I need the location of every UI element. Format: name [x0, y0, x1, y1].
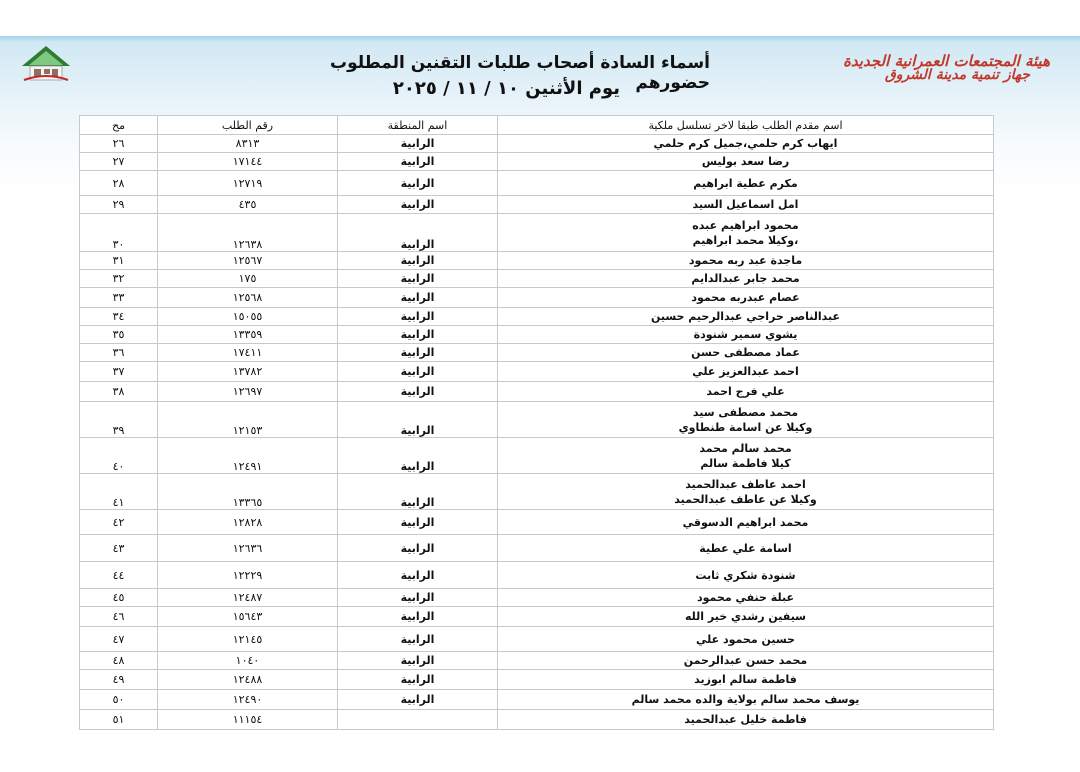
row-applicant-name [498, 362, 994, 382]
table-row [80, 308, 994, 326]
row-area: الرابية [338, 153, 498, 171]
table-row [80, 326, 994, 344]
applicant-name-line: ،وكيلا محمد ابراهيم [692, 233, 799, 247]
row-area: الرابية [338, 474, 498, 510]
row-num: ٣٠ [80, 214, 158, 252]
table-row [80, 670, 994, 690]
row-applicant-name [498, 344, 994, 362]
row-num: ٤٠ [80, 438, 158, 474]
row-area: الرابية [338, 308, 498, 326]
row-applicant-name [498, 589, 994, 607]
row-area: الرابية [338, 135, 498, 153]
table-row [80, 135, 994, 153]
row-num: ٣٢ [80, 270, 158, 288]
page-date: يوم الأثنين ١٠ / ١١ / ٢٠٢٥ [392, 78, 620, 99]
row-applicant-name [498, 270, 994, 288]
row-request-number: ١٧٤١١ [158, 344, 338, 362]
row-num: ٣٨ [80, 382, 158, 402]
row-applicant-name [498, 252, 994, 270]
table-row [80, 652, 994, 670]
applicant-name-line: محمد سالم محمد [699, 441, 792, 455]
row-applicant-name [498, 402, 994, 438]
table-row [80, 607, 994, 627]
table-row [80, 362, 994, 382]
row-num: ٤٨ [80, 652, 158, 670]
row-num: ٤٩ [80, 670, 158, 690]
table-row [80, 288, 994, 308]
row-request-number: ١٢١٤٥ [158, 627, 338, 652]
row-applicant-name [498, 510, 994, 535]
row-request-number: ١٧٥ [158, 270, 338, 288]
row-area: الرابية [338, 270, 498, 288]
row-area: الرابية [338, 690, 498, 710]
header-num: مح [80, 116, 158, 135]
header-request: رقم الطلب [158, 116, 338, 135]
row-area: الرابية [338, 382, 498, 402]
row-applicant-name [498, 652, 994, 670]
applicant-name-line: فاطمة سالم ابوزيد [694, 673, 797, 686]
row-request-number: ٤٣٥ [158, 196, 338, 214]
row-num: ٤٣ [80, 535, 158, 562]
table-row [80, 690, 994, 710]
row-num: ٣٩ [80, 402, 158, 438]
row-area: الرابية [338, 562, 498, 589]
row-request-number: ٨٣١٣ [158, 135, 338, 153]
table-row [80, 627, 994, 652]
slide-top-edge [0, 36, 1080, 42]
applicant-name-line: يشوي سمير شنودة [693, 328, 798, 341]
row-request-number: ١٥٠٥٥ [158, 308, 338, 326]
table-row [80, 438, 994, 474]
row-applicant-name [498, 135, 994, 153]
row-request-number: ١٢٨٢٨ [158, 510, 338, 535]
row-num: ٣٤ [80, 308, 158, 326]
row-num: ٤٥ [80, 589, 158, 607]
row-applicant-name [498, 474, 994, 510]
applicant-name-line: يوسف محمد سالم بولاية والده محمد سالم [631, 693, 860, 706]
row-applicant-name [498, 562, 994, 589]
row-num: ٤٦ [80, 607, 158, 627]
row-num: ٣٧ [80, 362, 158, 382]
row-area: الرابية [338, 344, 498, 362]
row-num: ٤٤ [80, 562, 158, 589]
table-row [80, 252, 994, 270]
row-request-number: ١٢٥٦٨ [158, 288, 338, 308]
row-request-number: ١٧١٤٤ [158, 153, 338, 171]
row-applicant-name [498, 382, 994, 402]
applicant-name-line: محمود ابراهيم عبده [692, 218, 799, 232]
table-row [80, 214, 994, 252]
applicant-name-line: سيفين رشدي خير الله [684, 610, 806, 623]
row-area: الرابية [338, 652, 498, 670]
row-request-number: ١٣٣٥٩ [158, 326, 338, 344]
table-row [80, 510, 994, 535]
row-num: ٢٧ [80, 153, 158, 171]
row-request-number: ١٢٦٣٨ [158, 214, 338, 252]
row-applicant-name [498, 607, 994, 627]
applicant-name-line: فاطمة خليل عبدالحميد [684, 713, 807, 726]
row-area: الرابية [338, 438, 498, 474]
row-request-number: ١٢٤٨٨ [158, 670, 338, 690]
row-area: الرابية [338, 214, 498, 252]
row-applicant-name [498, 326, 994, 344]
applicant-name-line: عصام عبدربه محمود [691, 291, 800, 304]
row-request-number: ١٢٤٩٠ [158, 690, 338, 710]
row-area: الرابية [338, 196, 498, 214]
applicant-name-line: شنودة شكري ثابت [695, 568, 796, 582]
applicant-name-line: احمد عبدالعزيز علي [692, 365, 799, 378]
table-row [80, 382, 994, 402]
row-num: ٢٩ [80, 196, 158, 214]
row-request-number: ١٢١٥٣ [158, 402, 338, 438]
row-applicant-name [498, 535, 994, 562]
row-applicant-name [498, 308, 994, 326]
row-area: الرابية [338, 607, 498, 627]
row-request-number: ١٢٢٢٩ [158, 562, 338, 589]
table-row [80, 402, 994, 438]
applicant-name-line: كيلا فاطمة سالم [700, 456, 791, 470]
table-row [80, 562, 994, 589]
table-row [80, 474, 994, 510]
org-logo-icon [20, 44, 72, 84]
row-area: الرابية [338, 589, 498, 607]
applicant-name-line: احمد عاطف عبدالحميد [685, 477, 806, 491]
row-request-number: ١٢٦٣٦ [158, 535, 338, 562]
table-row [80, 589, 994, 607]
applicant-name-line: اسامة علي عطية [699, 541, 792, 555]
org-name: هيئة المجتمعات العمرانية الجديدة [843, 52, 1050, 70]
row-num: ٢٦ [80, 135, 158, 153]
applicants-table [79, 115, 994, 730]
applicant-name-line: ماجدة عبد ربه محمود [688, 254, 803, 267]
row-num: ٣١ [80, 252, 158, 270]
header-name: اسم مقدم الطلب طبقا لاخر تسلسل ملكية [498, 116, 994, 135]
applicant-name-line: امل اسماعيل السيد [692, 198, 799, 211]
row-applicant-name [498, 214, 994, 252]
row-request-number: ١٣٧٨٢ [158, 362, 338, 382]
applicant-name-line: محمد حسن عبدالرحمن [683, 654, 808, 667]
row-applicant-name [498, 153, 994, 171]
row-area: الرابية [338, 670, 498, 690]
row-area: الرابية [338, 326, 498, 344]
applicant-name-line: محمد ابراهيم الدسوقي [682, 515, 809, 529]
table-row [80, 171, 994, 196]
applicant-name-line: محمد مصطفى سيد [692, 405, 799, 419]
row-area: الرابية [338, 171, 498, 196]
applicant-name-line: مكرم عطية ابراهيم [693, 176, 798, 190]
row-applicant-name [498, 171, 994, 196]
row-applicant-name [498, 438, 994, 474]
row-request-number: ١٣٣٦٥ [158, 474, 338, 510]
row-applicant-name [498, 627, 994, 652]
row-request-number: ١٠٤٠ [158, 652, 338, 670]
row-num: ٥٠ [80, 690, 158, 710]
row-num: ٤١ [80, 474, 158, 510]
row-area: الرابية [338, 362, 498, 382]
row-num: ٤٧ [80, 627, 158, 652]
row-applicant-name [498, 690, 994, 710]
row-num: ٣٥ [80, 326, 158, 344]
applicant-name-line: وكيلا عن عاطف عبدالحميد [674, 492, 817, 506]
row-request-number: ١٢٤٨٧ [158, 589, 338, 607]
row-request-number: ١١١٥٤ [158, 710, 338, 730]
applicant-name-line: عبلة حنفي محمود [697, 591, 794, 604]
applicant-name-line: عبدالناصر حراجي عبدالرحيم حسين [650, 310, 841, 323]
row-request-number: ١٢٧١٩ [158, 171, 338, 196]
row-request-number: ١٢٥٦٧ [158, 252, 338, 270]
row-area: الرابية [338, 402, 498, 438]
applicant-name-line: رضا سعد بوليس [701, 155, 790, 168]
applicant-name-line: حسين محمود علي [696, 632, 795, 646]
applicant-name-line: ايهاب كرم حلمي،جميل كرم حلمي [653, 137, 838, 150]
row-num: ٣٦ [80, 344, 158, 362]
header-area: اسم المنطقة [338, 116, 498, 135]
row-applicant-name [498, 710, 994, 730]
row-area: الرابية [338, 252, 498, 270]
row-num: ٥١ [80, 710, 158, 730]
row-area: الرابية [338, 627, 498, 652]
row-num: ٤٢ [80, 510, 158, 535]
table-row [80, 270, 994, 288]
row-area [338, 710, 498, 730]
row-applicant-name [498, 288, 994, 308]
applicant-name-line: عماد مصطفى حسن [691, 346, 800, 359]
row-request-number: ١٥٦٤٣ [158, 607, 338, 627]
table-row [80, 710, 994, 730]
table-header-row [80, 116, 994, 135]
row-applicant-name [498, 196, 994, 214]
org-branch: جهاز تنمية مدينة الشروق [884, 67, 1030, 83]
applicant-name-line: علي فرج احمد [706, 385, 785, 398]
table-row [80, 535, 994, 562]
row-request-number: ١٢٤٩١ [158, 438, 338, 474]
row-area: الرابية [338, 535, 498, 562]
row-applicant-name [498, 670, 994, 690]
top-margin [0, 0, 1080, 36]
row-num: ٣٣ [80, 288, 158, 308]
row-area: الرابية [338, 288, 498, 308]
row-num: ٢٨ [80, 171, 158, 196]
row-request-number: ١٢٦٩٧ [158, 382, 338, 402]
row-area: الرابية [338, 510, 498, 535]
table-row [80, 196, 994, 214]
applicant-name-line: محمد جابر عبدالدايم [691, 272, 800, 285]
table-row [80, 153, 994, 171]
page-title: أسماء السادة أصحاب طلبات التقنين المطلوب حضورهم [329, 53, 710, 93]
table-row [80, 344, 994, 362]
applicant-name-line: وكيلا عن اسامة طنطاوي [678, 420, 813, 434]
